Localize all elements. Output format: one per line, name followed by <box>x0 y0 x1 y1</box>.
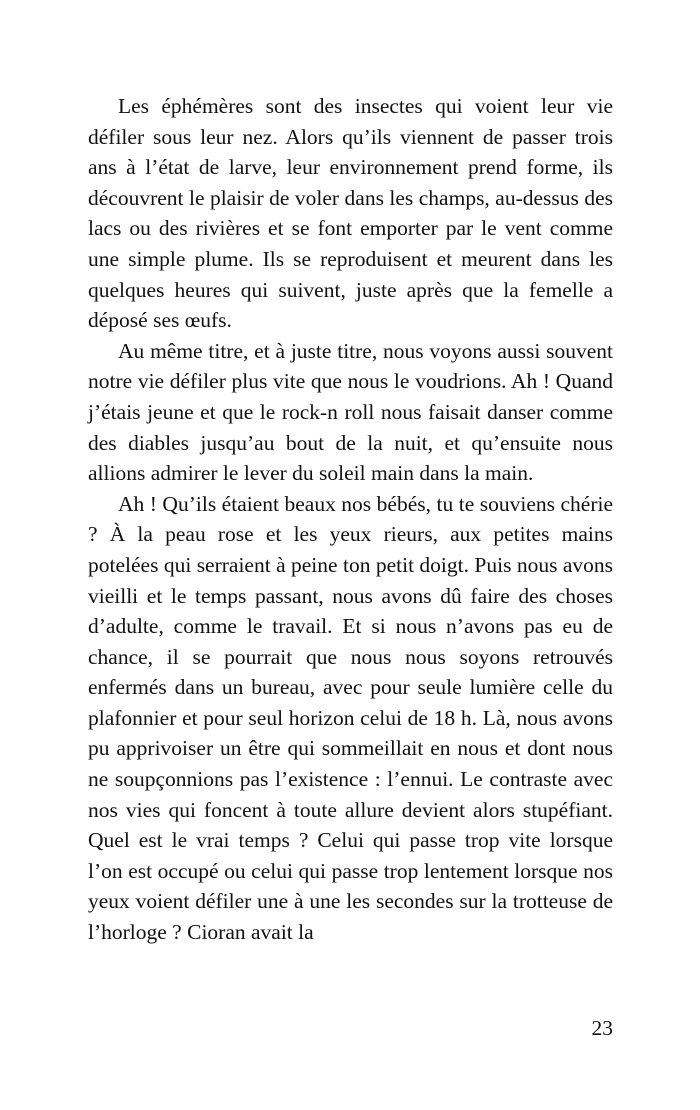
paragraph-2: Au même titre, et à juste titre, nous voyons aussi souvent notre vie défiler plus vite que nous le voudrions. Ah ! Quand j’étais jeune et que le rock-n roll nous faisait danser comme des diables jusqu’au bout de la nuit, et qu’ensuite nous allions admirer le lever du soleil main dans la main. <box>88 338 613 486</box>
paragraph-3: Ah ! Qu’ils étaient beaux nos bébés, tu te souviens chérie ? À la peau rose et les yeux rieurs, aux petites mains potelées qui serraient à peine ton petit doigt. Puis nous avons vieilli et le temps passant, nous avons dû faire des choses d’adulte, comme le travail. Et si nous n’avons pas eu de chance, il se pourrait que nous nous soyons retrouvés enfermés dans un bureau, avec pour seule lumière celle du plafonnier et pour seul horizon celui de 18 h. Là, nous avons pu apprivoiser un être qui sommeillait en nous et dont nous ne soupçonnions pas l’existence : l’ennui. Le contraste avec nos vies qui foncent à toute allure devient alors stupéfiant. Quel est le vrai temps ? Celui qui passe trop vite lorsque l’on est occupé ou celui qui passe trop lentement lorsque nos yeux voient défiler une à une les secondes sur la trotteuse de l’horloge ? Cioran avait la <box>88 491 613 945</box>
body-text <box>88 91 613 948</box>
page-number: 23 <box>591 1016 613 1040</box>
paragraph-1: Les éphémères sont des insectes qui voient leur vie défiler sous leur nez. Alors qu’ils viennent de passer trois ans à l’état de larve, leur environnement prend forme, ils découvrent le plaisir de voler dans les champs, au-dessus des lacs ou des rivières et se font emporter par le vent comme une simple plume. Ils se reproduisent et meurent dans les quelques heures qui suivent, juste après que la femelle a déposé ses œufs. <box>88 94 613 333</box>
